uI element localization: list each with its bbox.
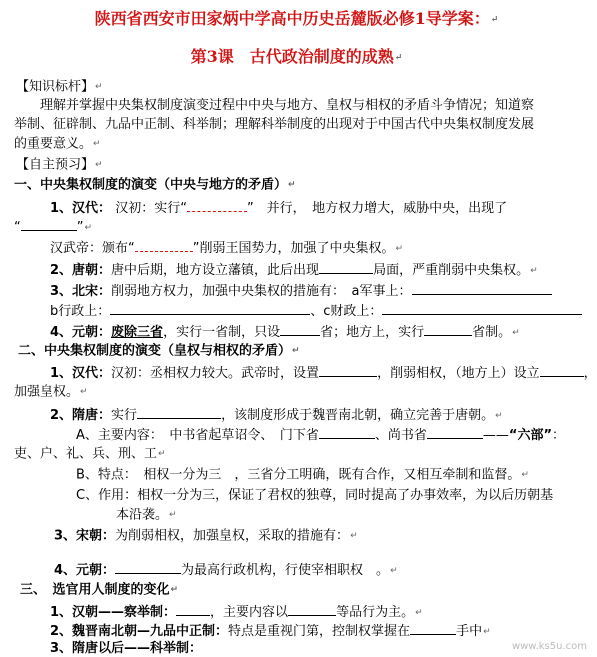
item-han-dynasty-1-cont: “ ”↵ [14,220,93,235]
blank-fill[interactable] [176,603,210,616]
knowledge-paragraph-line-1: 理解并掌握中央集权制度演变过程中中央与地方、皇权与相权的矛盾斗争情况；知道察 [40,98,535,113]
blank-fill[interactable] [410,622,456,635]
item-six-ministries: 吏、户、礼、兵、刑、工↵ [14,446,166,462]
blank-fill[interactable] [382,302,582,315]
blank-fill[interactable] [280,323,320,336]
knowledge-paragraph-line-3: 的重要意义。↵ [14,136,101,152]
blank-fill[interactable] [427,426,483,439]
item-sui-tang-feature: B、特点： 相权一分为三 ，三省分工明确，既有合作，又相互牵制和监督。↵ [76,467,529,483]
item-keju: 3、隋唐以后——科举制： [50,641,203,656]
item-han-chaju: 1、汉朝——察举制： ，主要内容以 等品行为主。↵ [50,605,423,620]
blank-fill[interactable] [137,406,221,419]
blank-fill[interactable] [187,199,247,212]
blank-fill[interactable] [110,302,310,315]
item-tang-dynasty-1: 2、唐朝：唐中后期，地方设立藩镇，此后出现 局面，严重削弱中央集权。↵ [50,263,538,278]
item-han-dynasty-1: 1、汉代： 汉初：实行“ ” 并行， 地方权力增大，威胁中央，出现了 [50,201,508,216]
blank-fill[interactable] [319,364,377,377]
blank-fill[interactable] [135,239,193,252]
section-knowledge-heading: 【知识标杆】↵ [16,79,103,95]
heading-part-2: 二、中央集权制度的演变（皇权与相权的矛盾）↵ [18,343,300,359]
item-sui-tang-effect: C、作用：相权一分为三，保证了君权的独尊，同时提高了办事效率，为以后历朝基 [76,488,554,503]
heading-part-3: 三、 选官用人制度的变化↵ [20,582,179,598]
blank-fill[interactable] [21,218,77,231]
item-song-dynasty-2: 3、宋朝：为削弱相权，加强皇权，采取的措施有：↵ [54,528,358,544]
blank-fill[interactable] [288,603,336,616]
item-yuan-dynasty-1: 4、元朝：废除三省，实行一省制，只设 省；地方上，实行 省制。↵ [50,325,520,340]
item-jiupin-zhongzheng: 2、魏晋南北朝—九品中正制：特点是重视门第，控制权掌握在 手中↵ [50,624,491,639]
blank-fill[interactable] [412,282,552,295]
item-sui-tang-effect-cont: 本沿袭。↵ [116,507,177,523]
blank-fill[interactable] [319,426,375,439]
watermark: www.ks5u.com [511,641,587,652]
item-sui-tang: 2、隋唐：实行 ，该制度形成于魏晋南北朝，确立完善于唐朝。↵ [50,408,503,423]
item-sui-tang-content: A、主要内容： 中书省起草诏令、 门下省 、尚书省 ——“六部”： [76,428,566,443]
blank-fill[interactable] [115,561,181,574]
section-preview-heading: 【自主预习】↵ [16,157,103,173]
item-northern-song-1-cont: b行政上： 、c财政上： [50,302,582,320]
blank-fill[interactable] [424,323,472,336]
knowledge-paragraph-line-2: 举制、征辟制、九品中正制、科举制；理解科举制度的出现对于中国古代中央集权制度发展 [14,117,535,132]
item-yuan-dynasty-2: 4、元朝： 为最高行政机构，行使宰相职权 。↵ [54,563,398,578]
blank-fill[interactable] [319,261,373,274]
item-han-dynasty-2-cont: 加强皇权。↵ [14,384,88,400]
blank-fill[interactable] [540,364,584,377]
item-han-dynasty-2: 1、汉代：汉初：丞相权力较大。武帝时，设置 ，削弱相权，（地方上）设立 ， [50,366,597,381]
item-northern-song-1: 3、北宋：削弱地方权力，加强中央集权的措施有： a军事上： [50,282,552,300]
document-title: 陕西省西安市田家炳中学高中历史岳麓版必修1导学案：↵ [94,9,499,28]
lesson-title: 第3课 古代政治制度的成熟↵ [190,47,403,66]
heading-part-1: 一、中央集权制度的演变（中央与地方的矛盾）↵ [14,177,296,193]
item-han-wudi: 汉武帝：颁布“ ”削弱王国势力，加强了中央集权。↵ [50,241,404,256]
